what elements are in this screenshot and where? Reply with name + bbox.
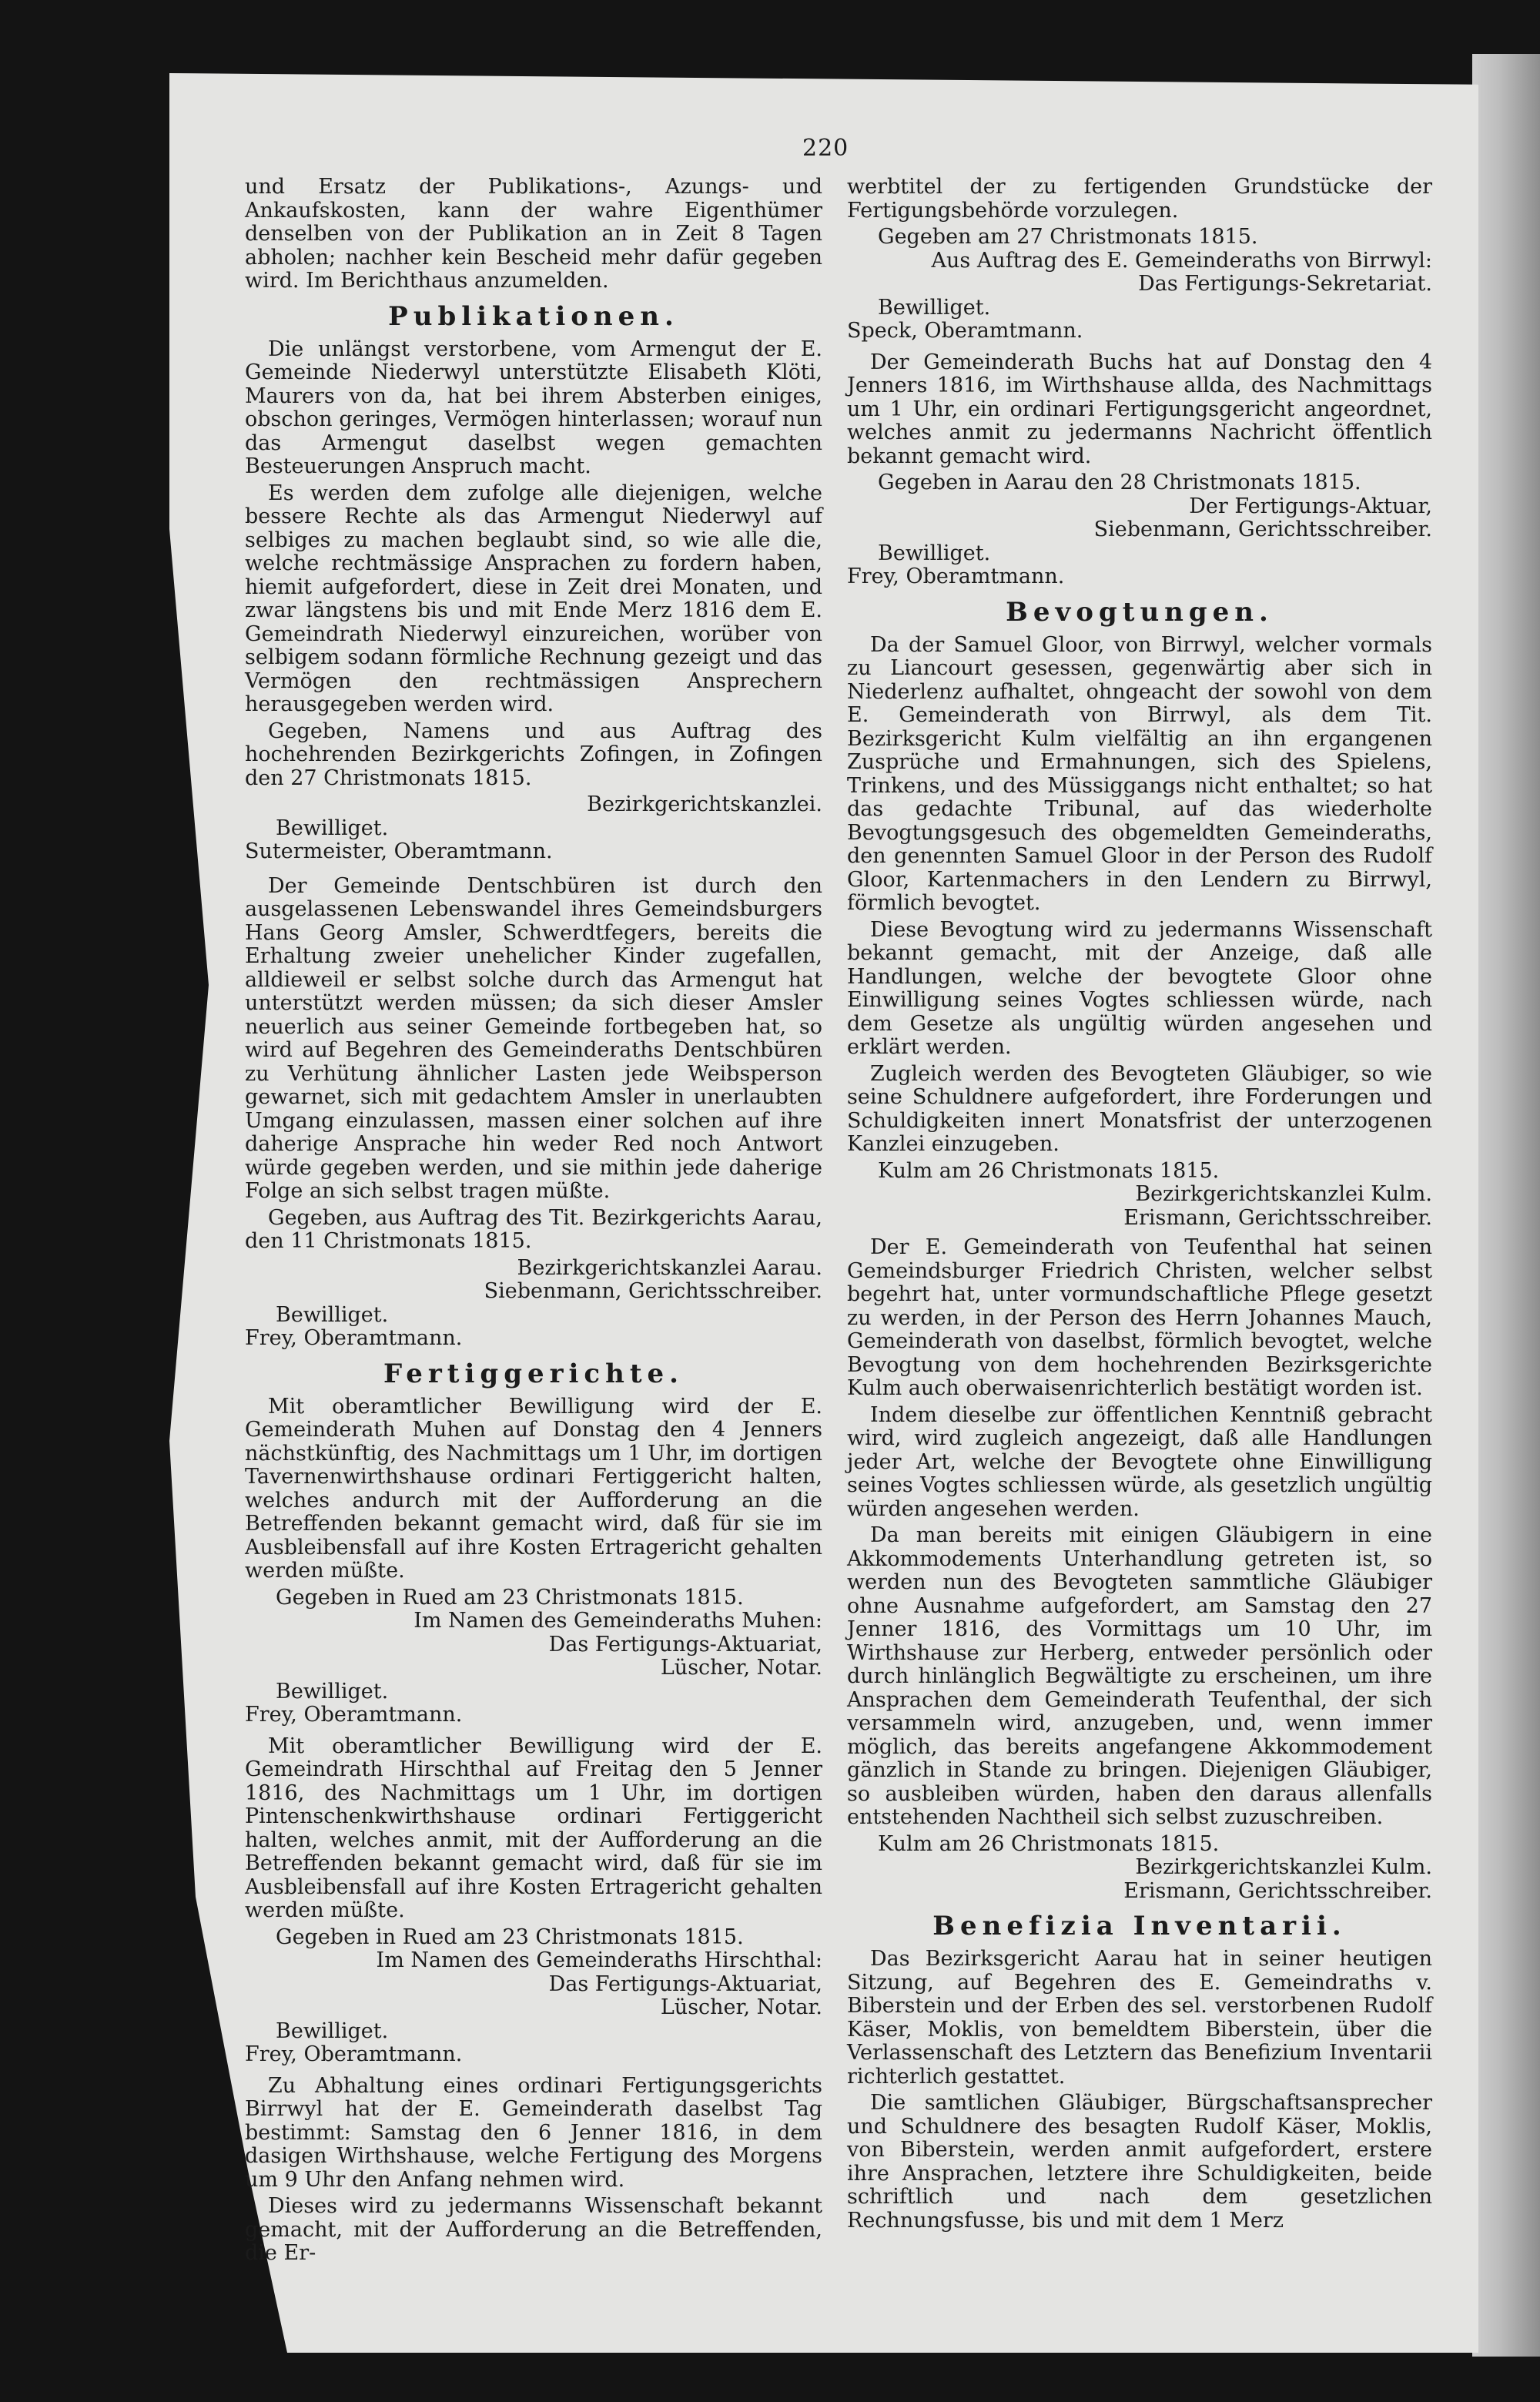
- signature-line: Das Fertigungs-Aktuariat,: [548, 1632, 822, 1657]
- notice-paragraph: Indem dieselbe zur öffentlichen Kenntniß gebracht wird, wird zugleich angezeigt, daß alle Handlungen jeder Art, welche der Bevogtete ohne Einwilligung seines Vogtes schliessen würde, als gesetzlich ungültig würden angesehen werden.: [847, 1402, 1432, 1521]
- signature-line: Das Fertigungs-Aktuariat,: [548, 1972, 822, 1996]
- signature-line: Bezirkgerichtskanzlei Kulm.: [1135, 1855, 1432, 1879]
- intro-paragraph: werbtitel der zu fertigenden Grundstücke der Fertigungsbehörde vorzulegen.: [847, 175, 1432, 223]
- official-line: Frey, Oberamtmann.: [245, 1703, 463, 1727]
- approval-line: Bewilliget.: [276, 816, 389, 840]
- signature-line: Erismann, Gerichtsschreiber.: [1123, 1878, 1432, 1903]
- notice-paragraph: Gegeben, aus Auftrag des Tit. Bezirkgerichts Aarau, den 11 Christmonats 1815.: [245, 1205, 822, 1253]
- signature-line: Bezirkgerichtskanzlei.: [587, 792, 822, 816]
- approval-line: Bewilliget.: [878, 541, 991, 565]
- official-line: Speck, Oberamtmann.: [847, 319, 1083, 343]
- notice-paragraph: Das Bezirksgericht Aarau hat in seiner heutigen Sitzung, auf Begehren des E. Gemeindraths v. Biberstein und der Erben des sel. verstorbenen Rudolf Käser, Moklis, von bemeldtem Biberstein, über die Verlassenschaft des Letztern das Benefizium Inventarii richterlich gestattet.: [847, 1947, 1432, 2089]
- signature-line: Siebenmann, Gerichtsschreiber.: [484, 1279, 822, 1303]
- adjacent-page-edge: [1472, 54, 1540, 2357]
- notice-paragraph: Der Gemeinderath Buchs hat auf Donstag den 4 Jenners 1816, im Wirthshause allda, des Nachmittags um 1 Uhr, ein ordinari Fertigungsgericht angeordnet, welches anmit zu jedermanns Nachricht öffentlich bekannt gemacht wird.: [847, 350, 1432, 468]
- signature-line: Der Fertigungs-Aktuar,: [1189, 494, 1432, 518]
- signature-line: Siebenmann, Gerichtsschreiber.: [1093, 518, 1432, 541]
- notice-paragraph: Da man bereits mit einigen Gläubigern in eine Akkommodements Unterhandlung getreten ist, so werden nun des Bevogteten sammtliche Gläubiger ohne Ausnahme aufgefordert, am Samstag den 27 Jenner 1816, des Vormittags um 10 Uhr, im Wirthshause zur Herberg, entweder persönlich oder durch hinlänglich Begwältigte zu erscheinen, um ihre Ansprachen dem Gemeinderath Teufenthal, der sich versammeln wird, anzugeben, und, wenn immer möglich, das bereits angefangene Akkommodement gänzlich in Stande zu bringen. Diejenigen Gläubiger, so ausbleiben würden, haben den daraus allenfalls entstehenden Nachtheil sich selbst zuzuschreiben.: [847, 1523, 1432, 1829]
- signature-line: Bezirkgerichtskanzlei Aarau.: [517, 1255, 822, 1280]
- intro-paragraph: und Ersatz der Publikations-, Azungs- und Ankaufskosten, kann der wahre Eigenthümer denselben von der Publikation an in Zeit 8 Tagen abholen; nachher kein Bescheid mehr dafür gegeben wird. Im Berichthaus anzumelden.: [245, 175, 822, 293]
- date-line: Gegeben am 27 Christmonats 1815.: [878, 225, 1258, 249]
- notice-paragraph: Diese Bevogtung wird zu jedermanns Wissenschaft bekannt gemacht, mit der Anzeige, daß alle Handlungen, welche der bevogtete Gloor ohne Einwilligung seines Vogtes schliessen würde, nach dem Gesetze als ungültig würden angesehen und erklärt werden.: [847, 917, 1432, 1059]
- approval-line: Bewilliget.: [878, 295, 991, 320]
- notice-paragraph: Zu Abhaltung eines ordinari Fertigungsgerichts Birrwyl hat der E. Gemeinderath daselbst Tag bestimmt: Samstag den 6 Jenner 1816, in dem dasigen Wirthshause, welche Fertigung des Morgens um 9 Uhr den Anfang nehmen wird.: [245, 2073, 822, 2192]
- notice-paragraph: Es werden dem zufolge alle diejenigen, welche bessere Rechte als das Armengut Niederwyl auf selbiges zu machen beglaubt sind, so wie alle die, welche rechtmässige Ansprachen zu fordern haben, hiemit aufgefordert, diese in Zeit drei Monaten, und zwar längstens bis und mit Ende Merz 1816 dem E. Gemeindrath Niederwyl einzureichen, worüber von selbigem sodann förmliche Rechnung gezeigt und das Vermögen den rechtmässigen Ansprechern herausgegeben werden wird.: [245, 481, 822, 716]
- approval-line: Bewilliget.: [276, 1302, 389, 1327]
- official-line: Frey, Oberamtmann.: [245, 2042, 463, 2066]
- date-line: Gegeben in Aarau den 28 Christmonats 1815.: [878, 471, 1361, 494]
- signature-line: Im Namen des Gemeinderaths Hirschthal:: [376, 1948, 822, 1972]
- page-number: 220: [802, 135, 849, 162]
- left-column: [245, 176, 822, 2269]
- date-line: Kulm am 26 Christmonats 1815.: [878, 1158, 1220, 1183]
- notice-paragraph: Da der Samuel Gloor, von Birrwyl, welcher vormals zu Liancourt gesessen, gegenwärtig aber sich in Niederlenz aufhaltet, ohngeacht der sowohl von dem E. Gemeinderath von Birrwyl, als dem Tit. Bezirksgericht Kulm vielfältig an ihn ergangenen Zusprüche und Ermahnungen, sich des Spielens, Trinkens, und des Müssiggangs nicht enthaltet; so hat das gedachte Tribunal, auf das wiederholte Bevogtungsgesuch des obgemeldten Gemeinderaths, den genennten Samuel Gloor in der Person des Rudolf Gloor, Kartenmachers in den Lendern zu Birrwyl, förmlich bevogtet.: [847, 632, 1432, 915]
- notice-paragraph: Die unlängst verstorbene, vom Armengut der E. Gemeinde Niederwyl unterstützte Elisabeth Klöti, Maurers von da, hat bei ihrem Absterben einiges, obschon geringes, Vermögen hinterlassen; worauf nun das Armengut daselbst wegen gemachten Besteuerungen Anspruch macht.: [245, 337, 822, 478]
- approval-line: Bewilliget.: [276, 1679, 389, 1704]
- date-line: Gegeben in Rued am 23 Christmonats 1815.: [276, 1925, 744, 1949]
- notice-paragraph: Zugleich werden des Bevogteten Gläubiger, so wie seine Schuldnere aufgefordert, ihre Forderungen und Schuldigkeiten innert Monatsfrist der unterzogenen Kanzlei einzugeben.: [847, 1061, 1432, 1156]
- notice-paragraph: Gegeben, Namens und aus Auftrag des hochehrenden Bezirkgerichts Zofingen, in Zofingen den 27 Christmonats 1815.: [245, 719, 822, 790]
- signature-line: Erismann, Gerichtsschreiber.: [1123, 1205, 1432, 1230]
- notice-paragraph: Der E. Gemeinderath von Teufenthal hat seinen Gemeindsburger Friedrich Christen, welcher selbst begehrt hat, unter vormundschaftliche Pflege gesetzt zu werden, in der Person des Herrn Johannes Mauch, Gemeinderath von daselbst, förmlich bevogtet, welche Bevogtung von dem hochehrenden Bezirksgerichte Kulm auch oberwaisenrichterlich bestätigt worden ist.: [847, 1235, 1432, 1400]
- approval-line: Bewilliget.: [276, 2018, 389, 2043]
- official-line: Frey, Oberamtmann.: [245, 1326, 463, 1350]
- signature-line: Bezirkgerichtskanzlei Kulm.: [1135, 1182, 1432, 1206]
- notice-paragraph: Die samtlichen Gläubiger, Bürgschaftsansprecher und Schuldnere des besagten Rudolf Käser, Moklis, von Biberstein, werden anmit aufgefordert, erstere ihre Ansprachen, letztere ihre Schuldigkeiten, beide schriftlich und nach dem gesetzlichen Rechnungsfusse, bis und mit dem 1 Merz: [847, 2091, 1432, 2233]
- section-heading-publikationen: Publikationen.: [388, 300, 679, 332]
- section-heading-benefizia: Benefizia Inventarii.: [932, 1911, 1347, 1941]
- signature-line: Lüscher, Notar.: [660, 1995, 822, 2019]
- official-line: Frey, Oberamtmann.: [847, 564, 1065, 588]
- notice-paragraph: Mit oberamtlicher Bewilligung wird der E. Gemeinderath Muhen auf Donstag den 4 Jenners nächstkünftig, des Nachmittags um 1 Uhr, im dortigen Tavernenwirthshause ordinari Fertiggericht halten, welches andurch mit der Aufforderung an die Betreffenden bekannt gemacht wird, daß für sie im Ausbleibensfall auf ihre Kosten Ertragericht gehalten werden müßte.: [245, 1394, 822, 1583]
- date-line: Gegeben in Rued am 23 Christmonats 1815.: [276, 1585, 744, 1610]
- official-line: Sutermeister, Oberamtmann.: [245, 839, 553, 863]
- notice-paragraph: Dieses wird zu jedermanns Wissenschaft bekannt gemacht, mit der Aufforderung an die Betreffenden, die Er-: [245, 2194, 822, 2265]
- section-heading-fertiggerichte: Fertiggerichte.: [383, 1358, 685, 1389]
- notice-paragraph: Mit oberamtlicher Bewilligung wird der E. Gemeindrath Hirschthal auf Freitag den 5 Jenner 1816, des Nachmittags um 1 Uhr, im dortigen Pintenschenkwirthshause ordinari Fertiggericht halten, welches anmit, mit der Aufforderung an die Betreffenden bekannt gemacht wird, daß für sie im Ausbleibensfall auf ihre Kosten Ertragericht gehalten werden müßte.: [245, 1734, 822, 1922]
- right-column: [847, 176, 1432, 2236]
- notice-paragraph: Der Gemeinde Dentschbüren ist durch den ausgelassenen Lebenswandel ihres Gemeindsburgers Hans Georg Amsler, Schwerdtfegers, bereits die Erhaltung zweier unehelicher Kinder zugefallen, alldieweil er selbst solche durch das Armengut hat unterstützt werden müssen; da sich dieser Amsler neuerlich aus seiner Gemeinde fortbegeben hat, so wird auf Begehren des Gemeinderaths Dentschbüren zu Verhütung ähnlicher Lasten jede Weibsperson gewarnet, sich mit gedachtem Amsler in unerlaubten Umgang einzulassen, massen einer solchen auf ihre daherige Ansprache hin weder Red noch Antwort würde gegeben werden, und sie mithin jede daherige Folge an sich selbst tragen müßte.: [245, 873, 822, 1203]
- section-heading-bevogtungen: Bevogtungen.: [1006, 596, 1274, 628]
- date-line: Kulm am 26 Christmonats 1815.: [878, 1831, 1220, 1856]
- signature-line: Aus Auftrag des E. Gemeinderaths von Birrwyl:: [931, 248, 1432, 273]
- signature-line: Das Fertigungs-Sekretariat.: [1138, 272, 1432, 296]
- signature-line: Lüscher, Notar.: [660, 1656, 822, 1680]
- signature-line: Im Namen des Gemeinderaths Muhen:: [413, 1609, 822, 1633]
